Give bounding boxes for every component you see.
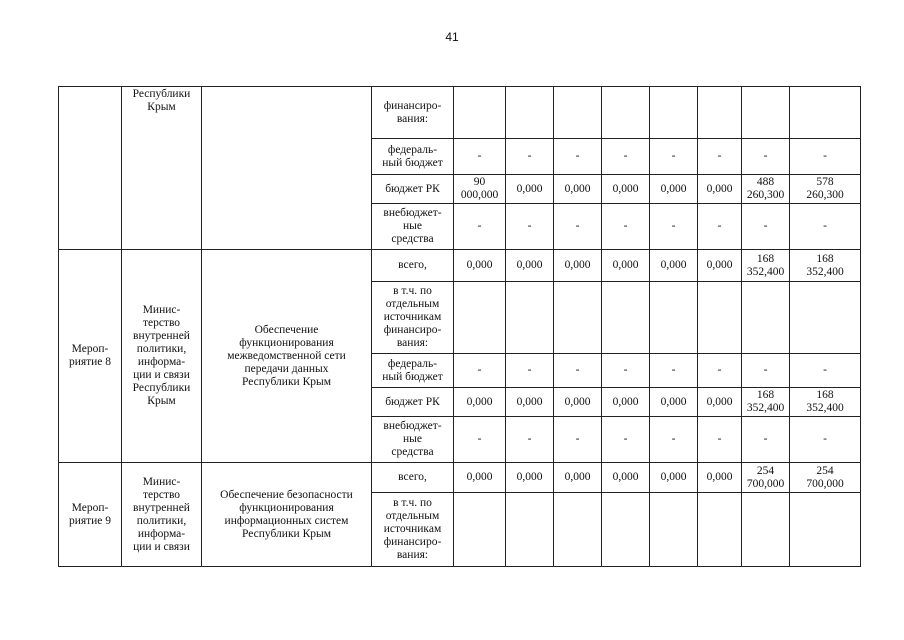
value-cell: - bbox=[506, 139, 554, 175]
value-cell: - bbox=[554, 417, 602, 463]
value-cell: 168 352,400 bbox=[742, 388, 790, 417]
value-cell bbox=[506, 282, 554, 354]
value-cell bbox=[742, 87, 790, 139]
funding-source-cell: всего, bbox=[372, 463, 454, 493]
value-cell: - bbox=[790, 354, 861, 388]
value-cell: 0,000 bbox=[554, 463, 602, 493]
table-row bbox=[59, 87, 861, 139]
value-cell: - bbox=[698, 139, 742, 175]
value-cell: - bbox=[554, 354, 602, 388]
value-cell: - bbox=[602, 417, 650, 463]
funding-source-cell: бюджет РК bbox=[372, 388, 454, 417]
value-cell: - bbox=[698, 204, 742, 250]
value-cell bbox=[454, 282, 506, 354]
value-cell: 0,000 bbox=[506, 175, 554, 204]
value-cell bbox=[602, 493, 650, 567]
value-cell: 254 700,000 bbox=[742, 463, 790, 493]
value-cell: - bbox=[454, 139, 506, 175]
value-cell bbox=[698, 87, 742, 139]
value-cell: - bbox=[790, 139, 861, 175]
value-cell: - bbox=[454, 417, 506, 463]
activity-name-cell: Обеспечение функционирования межведомственной сети передачи данных Республики Крым bbox=[202, 250, 372, 463]
funding-source-cell: всего, bbox=[372, 250, 454, 282]
value-cell: - bbox=[698, 417, 742, 463]
value-cell: 0,000 bbox=[602, 250, 650, 282]
value-cell bbox=[650, 282, 698, 354]
funding-source-cell: внебюджет- ные средства bbox=[372, 417, 454, 463]
value-cell: 0,000 bbox=[554, 175, 602, 204]
executor-cell: Минис- терство внутренней политики, информа- ции и связи bbox=[122, 463, 202, 567]
value-cell: - bbox=[506, 354, 554, 388]
table-row bbox=[59, 463, 861, 493]
value-cell: 0,000 bbox=[650, 175, 698, 204]
funding-source-cell: бюджет РК bbox=[372, 175, 454, 204]
value-cell bbox=[790, 282, 861, 354]
value-cell: 0,000 bbox=[506, 388, 554, 417]
value-cell: - bbox=[742, 354, 790, 388]
value-cell: 0,000 bbox=[650, 388, 698, 417]
activity-cell: Мероп- риятие 9 bbox=[59, 463, 122, 567]
value-cell bbox=[554, 493, 602, 567]
value-cell: 168 352,400 bbox=[790, 250, 861, 282]
value-cell: - bbox=[790, 417, 861, 463]
value-cell bbox=[506, 493, 554, 567]
value-cell: 0,000 bbox=[454, 250, 506, 282]
value-cell: 168 352,400 bbox=[742, 250, 790, 282]
value-cell bbox=[554, 87, 602, 139]
value-cell: - bbox=[554, 139, 602, 175]
value-cell: 0,000 bbox=[698, 250, 742, 282]
value-cell: - bbox=[742, 204, 790, 250]
activity-name-cell bbox=[202, 87, 372, 250]
value-cell: 0,000 bbox=[650, 250, 698, 282]
funding-source-cell: в т.ч. по отдельным источникам финансиро- вания: bbox=[372, 282, 454, 354]
value-cell bbox=[698, 282, 742, 354]
value-cell bbox=[742, 282, 790, 354]
table-row bbox=[59, 250, 861, 282]
value-cell: 0,000 bbox=[554, 388, 602, 417]
value-cell: 0,000 bbox=[454, 388, 506, 417]
value-cell: 0,000 bbox=[554, 250, 602, 282]
value-cell: - bbox=[790, 204, 861, 250]
value-cell: 0,000 bbox=[602, 388, 650, 417]
value-cell bbox=[698, 493, 742, 567]
value-cell: 90 000,000 bbox=[454, 175, 506, 204]
funding-source-cell: федераль- ный бюджет bbox=[372, 354, 454, 388]
value-cell bbox=[554, 282, 602, 354]
value-cell: - bbox=[454, 354, 506, 388]
value-cell: - bbox=[742, 417, 790, 463]
value-cell: - bbox=[650, 354, 698, 388]
executor-cell: Минис- терство внутренней политики, информа- ции и связи Республики Крым bbox=[122, 250, 202, 463]
value-cell bbox=[650, 493, 698, 567]
value-cell: 488 260,300 bbox=[742, 175, 790, 204]
value-cell bbox=[454, 493, 506, 567]
funding-source-cell: федераль- ный бюджет bbox=[372, 139, 454, 175]
value-cell: - bbox=[742, 139, 790, 175]
value-cell: 0,000 bbox=[602, 175, 650, 204]
value-cell: - bbox=[602, 204, 650, 250]
value-cell bbox=[506, 87, 554, 139]
value-cell: - bbox=[602, 354, 650, 388]
value-cell: 578 260,300 bbox=[790, 175, 861, 204]
funding-source-cell: финансиро- вания: bbox=[372, 87, 454, 139]
value-cell: 0,000 bbox=[698, 463, 742, 493]
activity-name-cell: Обеспечение безопасности функционирования информационных систем Республики Крым bbox=[202, 463, 372, 567]
value-cell: 0,000 bbox=[454, 463, 506, 493]
activity-cell bbox=[59, 87, 122, 250]
value-cell bbox=[790, 87, 861, 139]
budget-table bbox=[58, 86, 861, 567]
value-cell bbox=[742, 493, 790, 567]
value-cell: 168 352,400 bbox=[790, 388, 861, 417]
value-cell: - bbox=[650, 417, 698, 463]
value-cell: 0,000 bbox=[698, 388, 742, 417]
value-cell bbox=[454, 87, 506, 139]
value-cell: 0,000 bbox=[506, 250, 554, 282]
value-cell: - bbox=[650, 139, 698, 175]
value-cell bbox=[790, 493, 861, 567]
value-cell: - bbox=[554, 204, 602, 250]
executor-cell: Республики Крым bbox=[122, 87, 202, 250]
value-cell: - bbox=[506, 417, 554, 463]
value-cell: 254 700,000 bbox=[790, 463, 861, 493]
value-cell bbox=[602, 282, 650, 354]
value-cell: - bbox=[454, 204, 506, 250]
value-cell: - bbox=[602, 139, 650, 175]
value-cell bbox=[602, 87, 650, 139]
value-cell: 0,000 bbox=[650, 463, 698, 493]
value-cell: - bbox=[506, 204, 554, 250]
value-cell: - bbox=[650, 204, 698, 250]
value-cell: 0,000 bbox=[698, 175, 742, 204]
value-cell: - bbox=[698, 354, 742, 388]
value-cell: 0,000 bbox=[506, 463, 554, 493]
activity-cell: Мероп- риятие 8 bbox=[59, 250, 122, 463]
value-cell bbox=[650, 87, 698, 139]
page-number: 41 bbox=[445, 30, 459, 44]
value-cell: 0,000 bbox=[602, 463, 650, 493]
funding-source-cell: внебюджет- ные средства bbox=[372, 204, 454, 250]
funding-source-cell: в т.ч. по отдельным источникам финансиро- вания: bbox=[372, 493, 454, 567]
